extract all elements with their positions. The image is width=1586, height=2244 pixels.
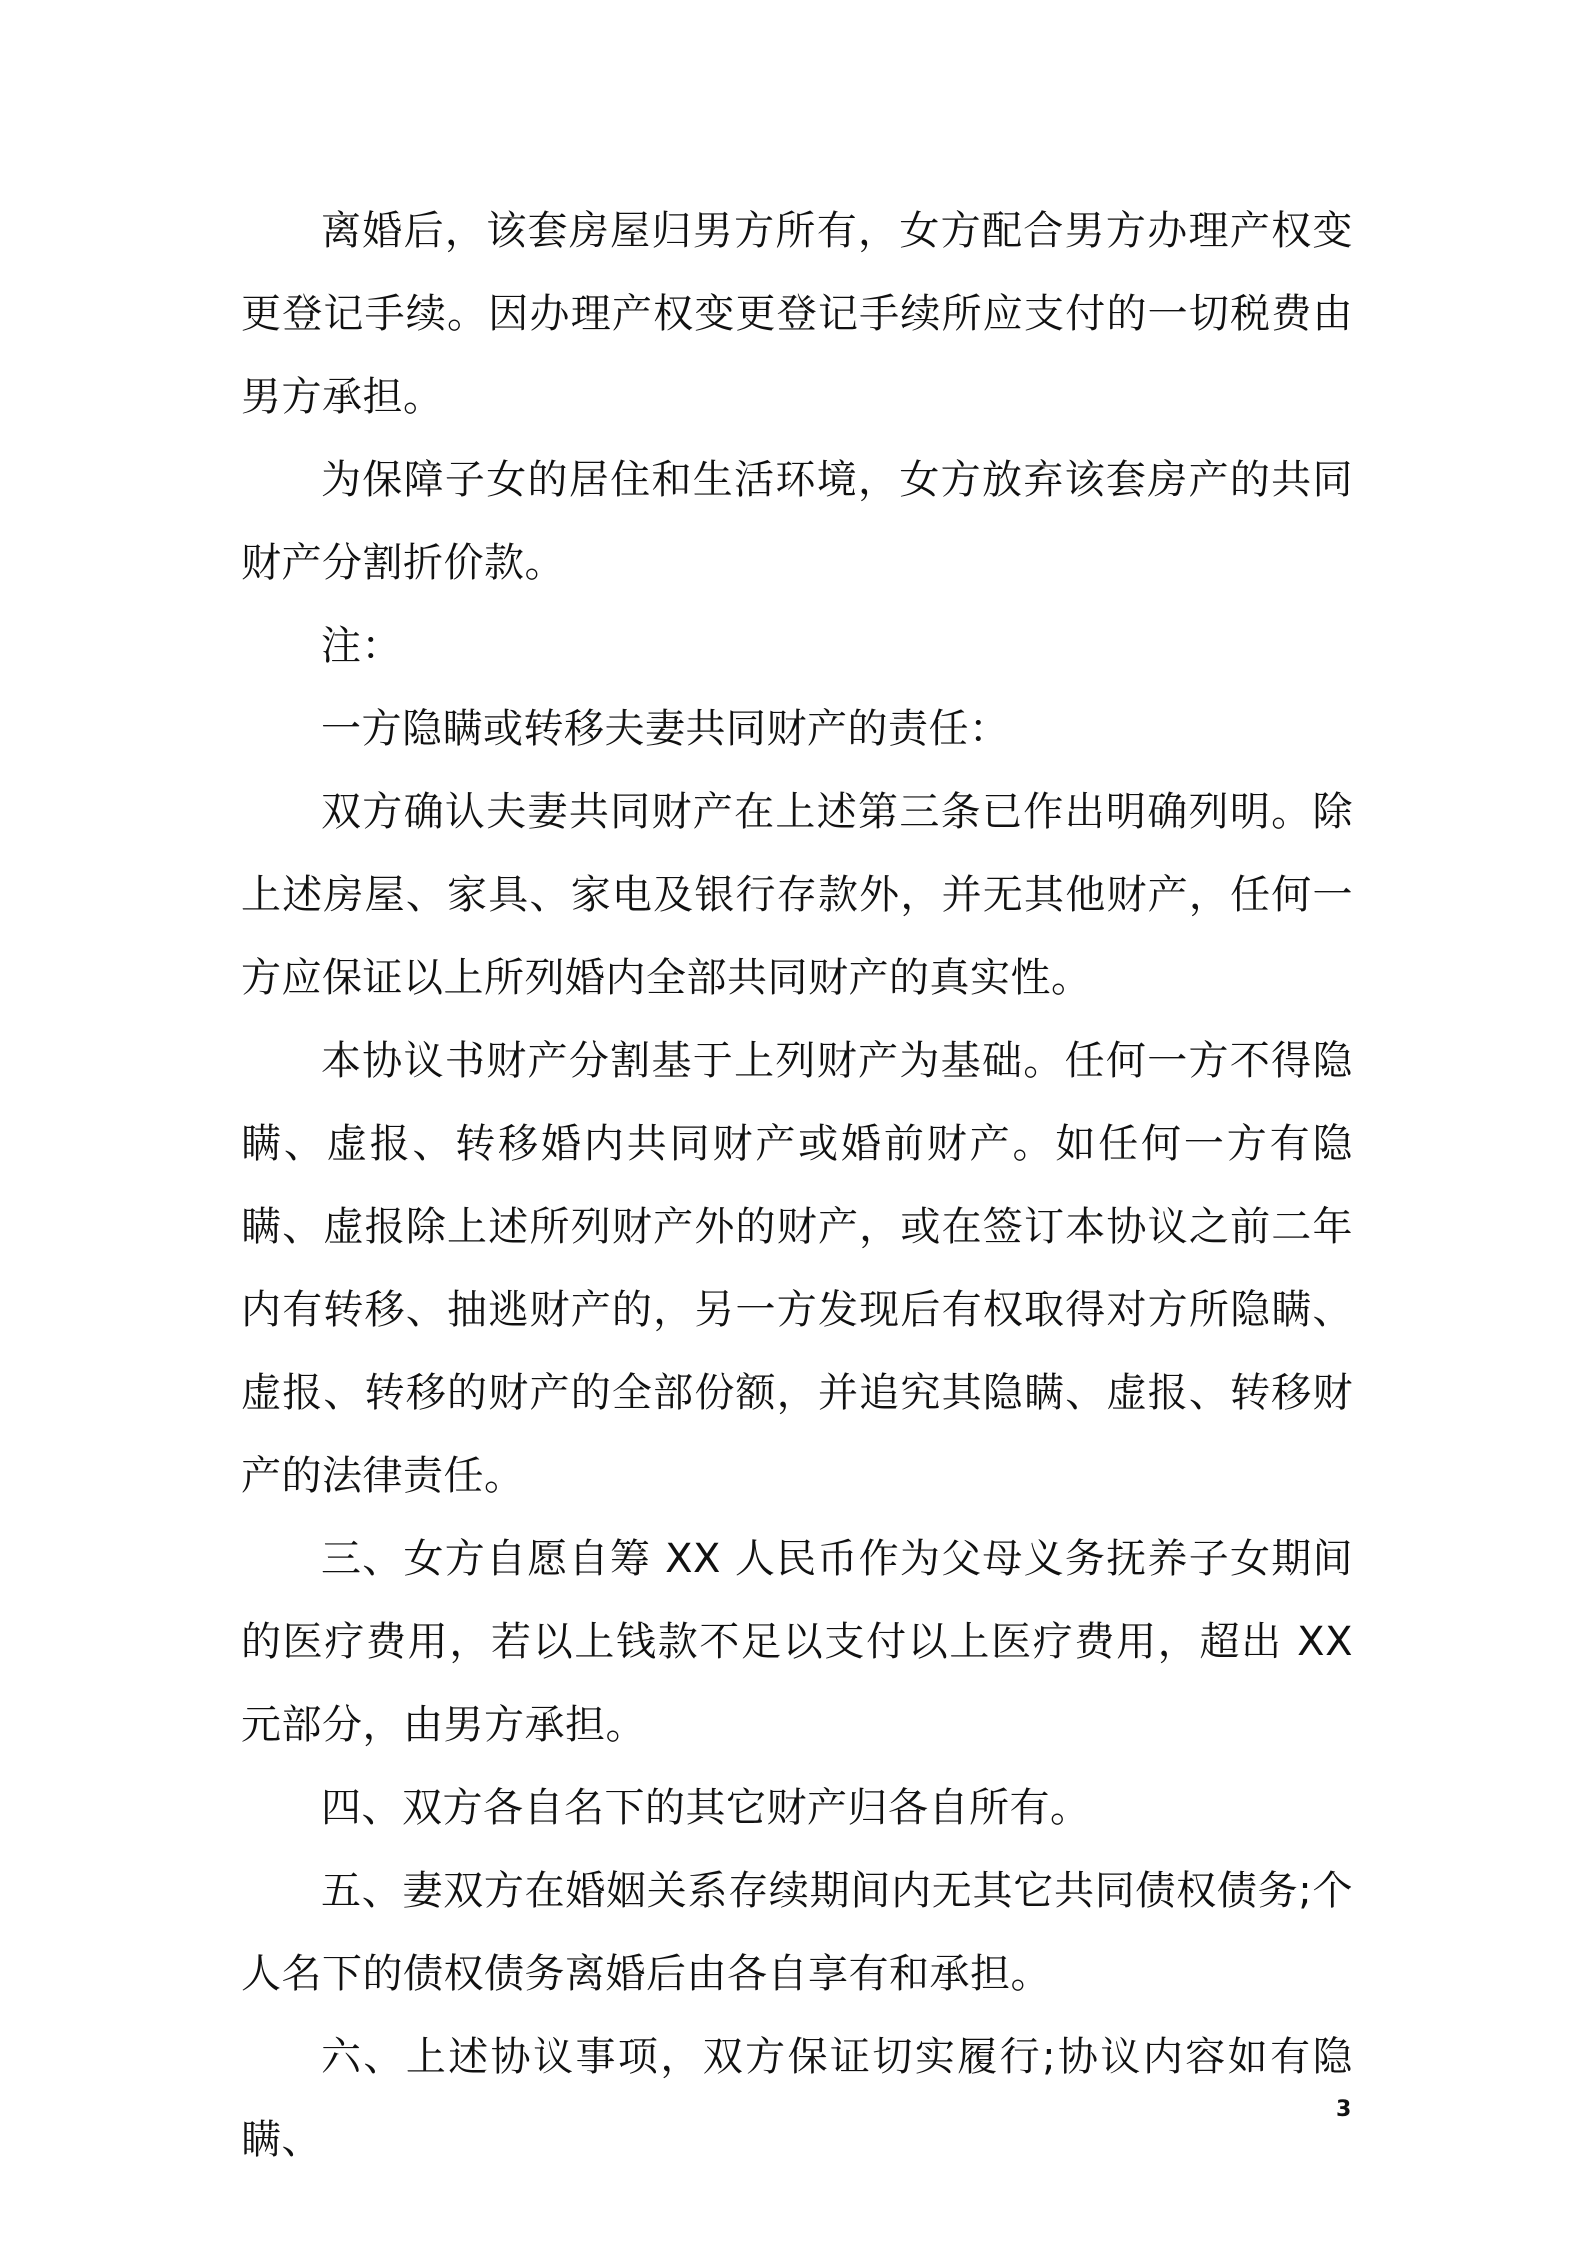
paragraph-note: 注： [321, 623, 402, 669]
document-body [241, 190, 1353, 2182]
paragraph-clause-three: 三、女方自愿自筹 XX 人民币作为父母义务抚养子女期间的医疗费用，若以上钱款不足以支付以上医疗费用，超出 XX 元部分，由男方承担。 [241, 1536, 1353, 1748]
paragraph-clause-six: 六、上述协议事项，双方保证切实履行;协议内容如有隐瞒、 [241, 2034, 1353, 2163]
page-number: 3 [1336, 2097, 1352, 2122]
paragraph-clause-four: 四、双方各自名下的其它财产归各自所有。 [321, 1785, 1091, 1831]
paragraph-concealment-heading: 一方隐瞒或转移夫妻共同财产的责任： [321, 706, 1010, 752]
paragraph-house-ownership: 离婚后，该套房屋归男方所有，女方配合男方办理产权变更登记手续。因办理产权变更登记手续所应支付的一切税费由男方承担。 [241, 208, 1353, 420]
paragraph-waive-division: 为保障子女的居住和生活环境，女方放弃该套房产的共同财产分割折价款。 [241, 457, 1353, 586]
paragraph-division-basis: 本协议书财产分割基于上列财产为基础。任何一方不得隐瞒、虚报、转移婚内共同财产或婚前财产。如任何一方有隐瞒、虚报除上述所列财产外的财产，或在签订本协议之前二年内有转移、抽逃财产的，另一方发现后有权取得对方所隐瞒、虚报、转移的财产的全部份额，并追究其隐瞒、虚报、转移财产的法律责任。 [241, 1038, 1353, 1499]
paragraph-clause-five: 五、妻双方在婚姻关系存续期间内无其它共同债权债务;个人名下的债权债务离婚后由各自享有和承担。 [241, 1868, 1353, 1997]
paragraph-property-confirmation: 双方确认夫妻共同财产在上述第三条已作出明确列明。除上述房屋、家具、家电及银行存款外，并无其他财产，任何一方应保证以上所列婚内全部共同财产的真实性。 [241, 789, 1353, 1001]
